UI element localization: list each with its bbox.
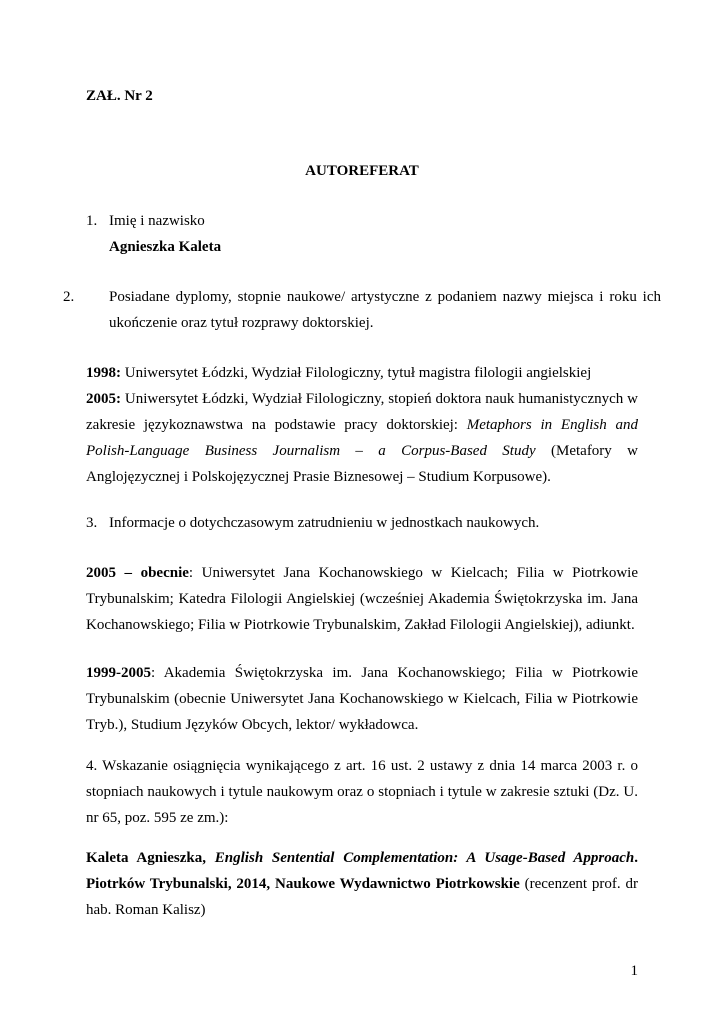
thesis-translation: (Metafory w Anglojęzycznej i Polskojęzycznej Prasie Biznesowej – Studium Korpusowe). (86, 443, 638, 485)
citation-author: Kaleta Agnieszka, (86, 850, 215, 866)
section-1-heading (86, 208, 638, 234)
employment-period: 2005 – obecnie (86, 565, 189, 581)
section-2-number: 2. (63, 289, 75, 305)
education-year: 1998: (86, 365, 121, 381)
education-list (86, 360, 638, 490)
education-entry-1998 (86, 360, 638, 386)
employment-text: : Akademia Świętokrzyska im. Jana Kochanowskiego; Filia w Piotrkowie Trybunalskim (obecnie Uniwersytet Jana Kochanowskiego w Kielcach, Filia w Piotrkowie Tryb.), Studium Języków Obcych, lektor/ wykładowca. (86, 665, 638, 733)
citation-reviewer: (recenzent prof. dr hab. Roman Kalisz) (86, 876, 638, 918)
section-2-heading (63, 284, 661, 336)
section-4-text: 4. Wskazanie osiągnięcia wynikającego z art. 16 ust. 2 ustawy z dnia 14 marca 2003 r. o stopniach naukowych i tytule naukowym oraz o stopniach i tytule w zakresie sztuki (Dz. U. nr 65, poz. 595 ze zm.): (86, 758, 638, 826)
page-number: 1 (630, 963, 638, 979)
section-1-label: Imię i nazwisko (109, 213, 205, 229)
section-3-heading (86, 510, 638, 536)
employment-text: : Uniwersytet Jana Kochanowskiego w Kielcach; Filia w Piotrkowie Trybunalskim; Katedra Filologii Angielskiej (wcześniej Akademia Świętokrzyska im. Jana Kochanowskiego; Filia w Piotrkowie Trybunalskim, Zakład Filologii Angielskiej), adiunkt. (86, 565, 639, 633)
section-3-number: 3. (86, 515, 98, 531)
achievement-citation (86, 845, 638, 923)
education-entry-2005 (86, 386, 638, 490)
citation-publication: . Piotrków Trybunalski, 2014, Naukowe Wydawnictwo Piotrkowskie (86, 850, 639, 892)
citation-book-title: English Sentential Complementation: A Usage-Based Approach (214, 850, 635, 866)
education-text: Uniwersytet Łódzki, Wydział Filologiczny, tytuł magistra filologii angielskiej (121, 365, 592, 381)
thesis-title: Metaphors in English and Polish-Language Business Journalism – a Corpus-Based Study (86, 417, 638, 459)
section-1 (86, 208, 638, 260)
employment-entry-current (86, 560, 638, 638)
section-3-label: Informacje o dotychczasowym zatrudnieniu w jednostkach naukowych. (109, 515, 540, 531)
document-title: AUTOREFERAT (305, 163, 419, 179)
section-2-label: Posiadane dyplomy, stopnie naukowe/ artystyczne z podaniem nazwy miejsca i roku ich ukończenie oraz tytuł rozprawy doktorskiej. (109, 289, 661, 331)
education-text: Uniwersytet Łódzki, Wydział Filologiczny, stopień doktora nauk humanistycznych w zakresie językoznawstwa na podstawie pracy doktorskiej: (86, 391, 638, 433)
author-name: Agnieszka Kaleta (109, 239, 222, 255)
section-1-number: 1. (86, 213, 98, 229)
attachment-label: ZAŁ. Nr 2 (86, 88, 153, 104)
employment-period: 1999-2005 (86, 665, 151, 681)
education-year: 2005: (86, 391, 121, 407)
employment-entry-past (86, 660, 638, 738)
